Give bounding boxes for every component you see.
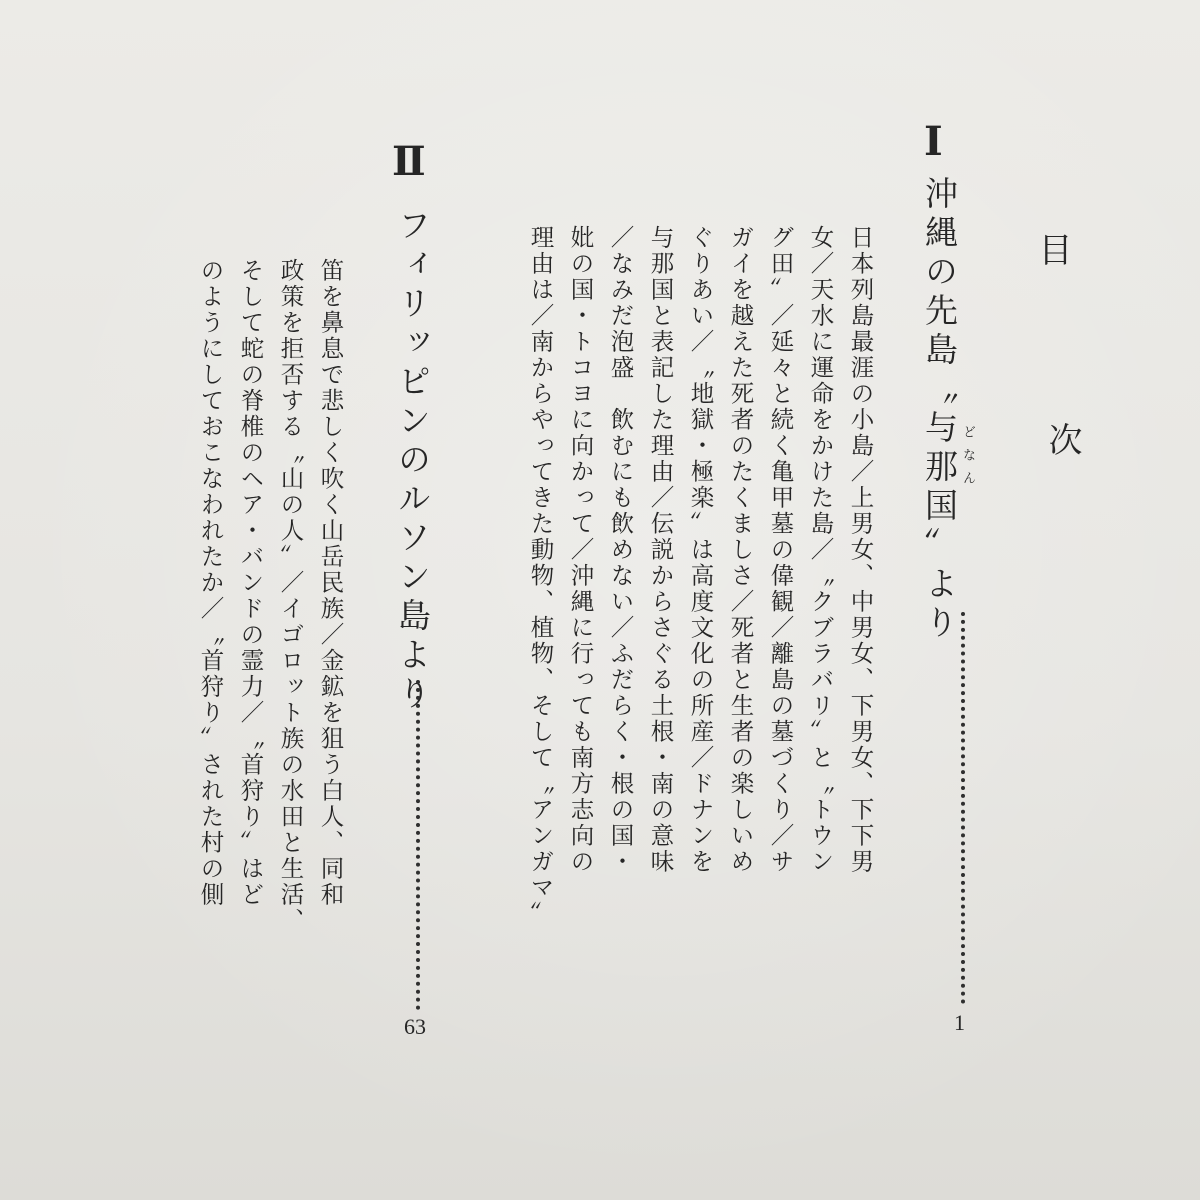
- chapter-2-numeral: Ⅱ: [392, 138, 420, 185]
- chapter-1-line-9: 理由は／南からやってきた動物、植物、そして〝アンガマ〟: [526, 225, 555, 927]
- chapter-1-leader-dots: [961, 612, 965, 1004]
- chapter-1-line-2: 女／天水に運命をかけた島／〝クブラバリ〟と〝トウン: [806, 225, 835, 875]
- chapter-1-page-number: 1: [954, 1010, 965, 1035]
- chapter-1-line-5: ぐりあい／〝地獄・極楽〟は高度文化の所産／ドナンを: [686, 225, 715, 875]
- chapter-1-line-4: ガイを越えた死者のたくましさ／死者と生者の楽しいめ: [726, 225, 755, 875]
- chapter-2-leader-dots: [416, 680, 420, 1010]
- chapter-1-numeral: Ⅰ: [924, 118, 937, 165]
- chapter-2-page-number: 63: [404, 1014, 426, 1039]
- chapter-1-line-3: グ田〟／延々と続く亀甲墓の偉観／離島の墓づくり／サ: [766, 225, 795, 875]
- chapter-2-line-3: そして蛇の脊椎のヘア・バンドの霊力／〝首狩り〟はど: [236, 258, 265, 908]
- chapter-2-heading: フィリッピンのルソン島より: [393, 208, 432, 715]
- chapter-2-line-4: のようにしておこなわれたか／〝首狩り〟された村の側: [196, 258, 225, 908]
- chapter-1-line-1: 日本列島最涯の小島／上男女、中男女、下男女、下下男: [846, 225, 875, 875]
- chapter-1-line-6: 与那国と表記した理由／伝説からさぐる土根・南の意味: [646, 225, 675, 875]
- chapter-2-line-2: 政策を拒否する〝山の人〟／イゴロット族の水田と生活、: [276, 258, 305, 934]
- toc-title-char-2: 次: [1042, 422, 1082, 456]
- chapter-1-line-7: ／なみだ泡盛 飲むにも飲めない／ふだらく・根の国・: [606, 225, 635, 875]
- chapter-2-line-1: 笛を鼻息で悲しく吹く山岳民族／金鉱を狙う白人、同和: [316, 258, 345, 908]
- chapter-1-furigana: どなん: [960, 425, 975, 494]
- chapter-1-heading: 沖縄の先島〝与那国〟より: [920, 176, 959, 644]
- chapter-1-line-8: 妣の国・トコヨに向かって／沖縄に行っても南方志向の: [566, 225, 595, 875]
- toc-title-char-1: 目: [1032, 232, 1072, 266]
